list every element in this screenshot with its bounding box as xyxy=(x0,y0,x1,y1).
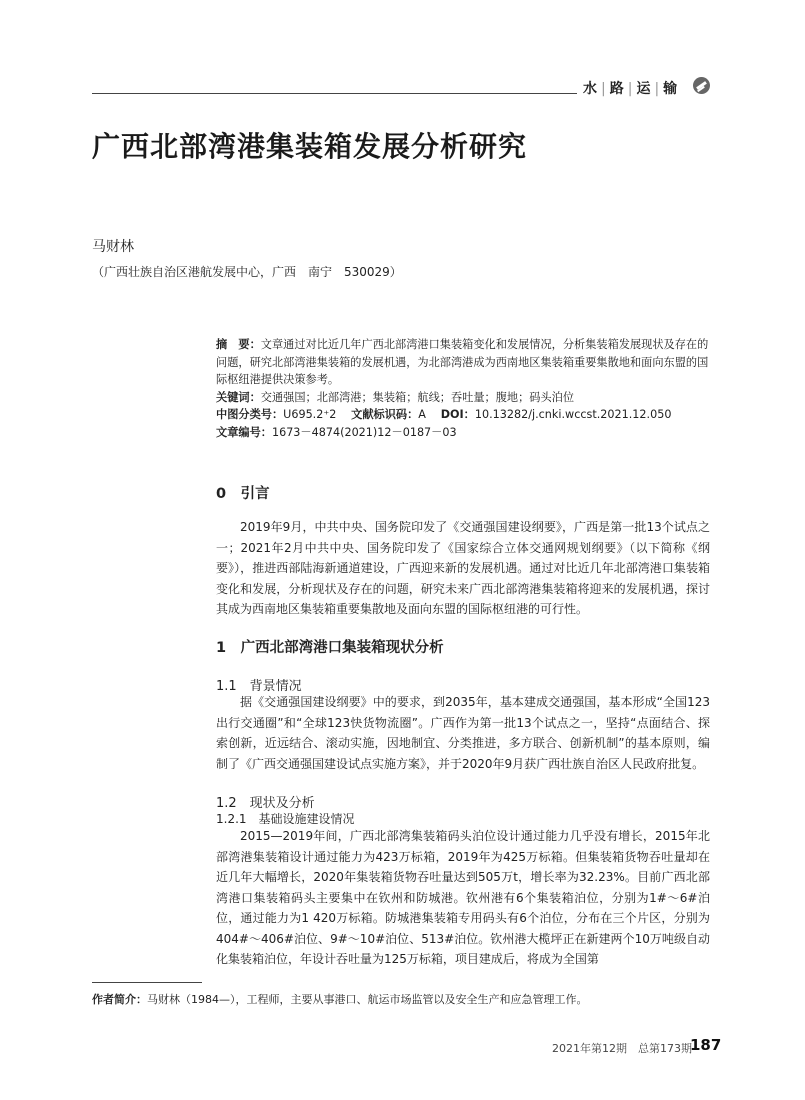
keywords xyxy=(216,389,710,407)
abstract-block xyxy=(216,336,710,441)
header-rule xyxy=(92,93,577,94)
section-0-paragraph: 2019年9月，中共中央、国务院印发了《交通强国建设纲要》，广西是第一批13个试点之一；2021年2月中共中央、国务院印发了《国家综合立体交通网规划纲要》（以下简称《纲要》），推进西部陆海新通道建设，广西迎来新的发展机遇。通过对比近几年北部湾港口集装箱变化和发展，分析现状及存在的问题，研究未来广西北部湾港集装箱将迎来的发展机遇，探讨其成为西南地区集装箱重要集散地及面向东盟的国际枢纽港的可行性。 xyxy=(216,520,710,616)
author-bio-footnote: 作者简介：马财林（1984—），工程师，主要从事港口、航运市场监管以及安全生产和应急管理工作。 xyxy=(92,993,588,1006)
abstract-text: 文章通过对比近几年广西北部湾港口集装箱变化和发展情况，分析集装箱发展现状及存在的问题，研究北部湾港集装箱的发展机遇，为北部湾港成为西南地区集装箱重要集散地和面向东盟的国际枢纽港提供决策参考。 xyxy=(216,338,709,386)
clc-code: U695.2⁺2 xyxy=(283,408,337,421)
classification-line: 中图分类号：U695.2⁺2 文献标识码：A DOI：10.13282/j.cnki.wccst.2021.12.050 xyxy=(216,408,672,421)
keywords-text: 交通强国；北部湾港；集装箱；航线；吞吐量；腹地；码头泊位 xyxy=(260,390,575,404)
footnote-rule xyxy=(92,982,202,983)
section-0-heading: 0 引言 xyxy=(216,486,270,502)
doi: 10.13282/j.cnki.wccst.2021.12.050 xyxy=(474,408,672,421)
section-1-2-heading: 1.2 现状及分析 xyxy=(216,796,315,811)
author-name: 马财林 xyxy=(92,239,134,255)
section-1-2-1-paragraph: 2015—2019年间，广西北部湾集装箱码头泊位设计通过能力几乎没有增长，2015年北部湾港集装箱设计通过能力为423万标箱，2019年为425万标箱。但集装箱货物吞吐量却在近几年大幅增长，2020年集装箱货物吞吐量达到505万t，增长率为32.23%。目前广西北部湾港口集装箱码头主要集中在钦州和防城港。钦州港有6个集装箱泊位，分别为1#～6#泊位，通过能力为1 420万标箱。防城港集装箱专用码头有6个泊位，分布在三个片区，分别为404#～406#泊位、9#～10#泊位、513#泊位。钦州港大榄坪正在新建两个10万吨级自动化集装箱泊位，年设计吞吐量为125万标箱，项目建成后，将成为全国第 xyxy=(216,829,710,966)
section-1-1-heading: 1.1 背景情况 xyxy=(216,679,302,694)
abstract xyxy=(216,336,710,389)
section-1-1-paragraph: 据《交通强国建设纲要》中的要求，到2035年，基本建成交通强国，基本形成“全国123出行交通圈”和“全球123快货物流圈”。广西作为第一批13个试点之一，坚持“点面结合、探索创新，近远结合、滚动实施，因地制宜、分类推进，多方联合、创新机制”的基本原则，编制了《广西交通强国建设试点实施方案》，并于2020年9月获广西壮族自治区人民政府批复。 xyxy=(216,695,710,771)
article-number-line: 文章编号：1673－4874(2021)12－0187－03 xyxy=(216,425,457,439)
section-tag: 水 | 路 | 运 | 输 xyxy=(583,81,679,97)
ship-logo-icon xyxy=(693,77,710,94)
keywords-label: 关键词： xyxy=(216,390,261,404)
author-affiliation: （广西壮族自治区港航发展中心，广西 南宁 530029） xyxy=(92,265,402,279)
issue-info: 2021年第12期 总第173期 xyxy=(552,1042,692,1055)
doc-code: A xyxy=(418,408,426,421)
article-number: 1673－4874(2021)12－0187－03 xyxy=(271,425,457,439)
page-number: 187 xyxy=(690,1036,722,1054)
section-1-heading: 1 广西北部湾港口集装箱现状分析 xyxy=(216,640,444,656)
article-title: 广西北部湾港集装箱发展分析研究 xyxy=(92,130,528,163)
section-1-2-1-heading: 1.2.1 基础设施建设情况 xyxy=(216,812,355,826)
abstract-label: 摘 要： xyxy=(216,338,261,351)
